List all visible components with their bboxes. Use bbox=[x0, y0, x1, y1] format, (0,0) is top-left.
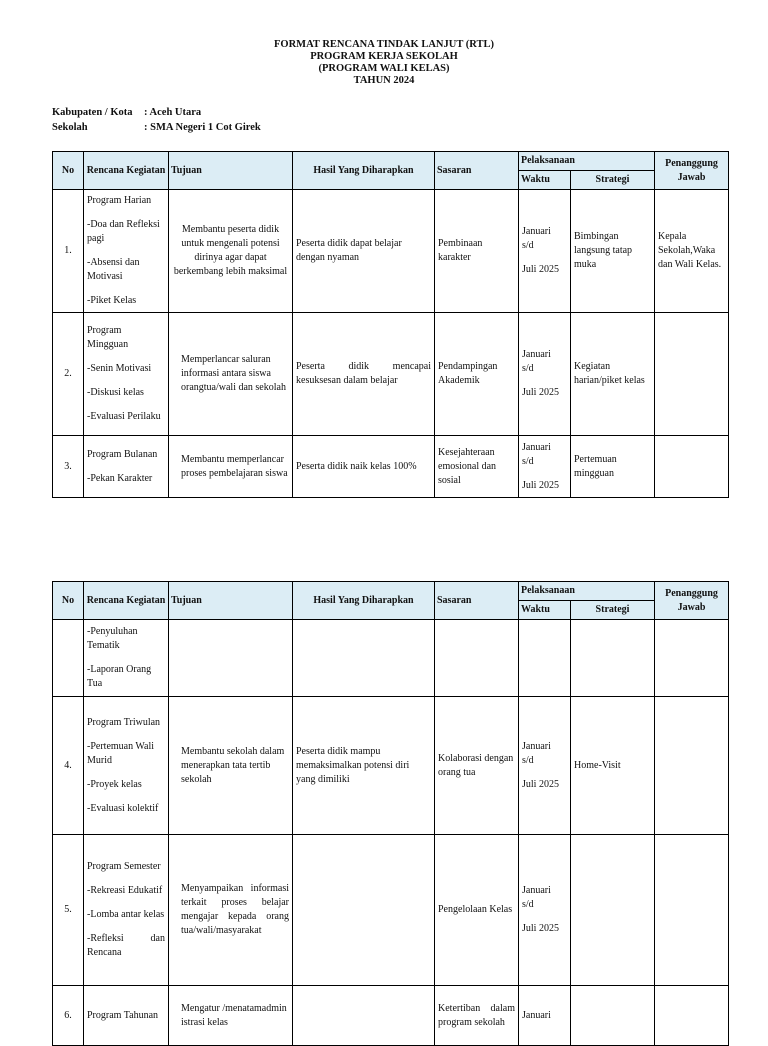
rtl-table-1 bbox=[52, 151, 729, 498]
document-title bbox=[0, 39, 768, 87]
table-row bbox=[53, 620, 729, 697]
cell-sasaran bbox=[435, 620, 519, 697]
rencana-item: Program Bulanan bbox=[87, 448, 158, 460]
cell-waktu bbox=[519, 835, 571, 986]
cell-no: 1. bbox=[53, 190, 84, 313]
cell-waktu bbox=[519, 313, 571, 436]
header-pelaksanaan: Pelaksanaan bbox=[519, 582, 655, 601]
header-tujuan: Tujuan bbox=[169, 152, 293, 190]
header-tujuan: Tujuan bbox=[169, 582, 293, 620]
cell-no: 2. bbox=[53, 313, 84, 436]
cell-tujuan bbox=[169, 620, 293, 697]
waktu-line: Januari bbox=[522, 441, 551, 453]
header-no: No bbox=[53, 152, 84, 190]
header-penanggung: Penanggung Jawab bbox=[655, 582, 729, 620]
waktu-line: Januari bbox=[522, 349, 551, 360]
title-line: TAHUN 2024 bbox=[353, 75, 415, 86]
rencana-item: -Rekreasi Edukatif bbox=[87, 885, 163, 896]
waktu-line: s/d bbox=[522, 455, 534, 467]
cell-strategi bbox=[571, 620, 655, 697]
cell-rencana bbox=[84, 436, 169, 498]
cell-strategi: Home-Visit bbox=[571, 697, 655, 835]
header-waktu: Waktu bbox=[519, 601, 571, 620]
rencana-item: -Penyuluhan Tematik bbox=[87, 626, 138, 651]
cell-hasil: Peserta didik mencapai kesuksesan dalam belajar bbox=[293, 313, 435, 436]
rencana-item: -Piket Kelas bbox=[87, 295, 137, 306]
cell-waktu bbox=[519, 190, 571, 313]
waktu-line: Juli 2025 bbox=[522, 479, 559, 491]
cell-sasaran: Kolaborasi dengan orang tua bbox=[435, 697, 519, 835]
cell-penanggung bbox=[655, 436, 729, 498]
cell-waktu bbox=[519, 620, 571, 697]
rencana-item: Program Mingguan bbox=[87, 325, 129, 350]
cell-hasil: Peserta didik naik kelas 100% bbox=[293, 436, 435, 498]
cell-no: 5. bbox=[53, 835, 84, 986]
cell-hasil: Peserta didik dapat belajar dengan nyaman bbox=[293, 190, 435, 313]
cell-rencana bbox=[84, 620, 169, 697]
cell-sasaran: Ketertiban dalam program sekolah bbox=[435, 986, 519, 1046]
rencana-item: Program Tahunan bbox=[87, 1009, 159, 1021]
rencana-item: -Senin Motivasi bbox=[87, 363, 152, 374]
rencana-item: -Absensi dan Motivasi bbox=[87, 257, 140, 282]
cell-rencana bbox=[84, 986, 169, 1046]
table-row bbox=[53, 835, 729, 986]
cell-rencana bbox=[84, 190, 169, 313]
rencana-item: -Lomba antar kelas bbox=[87, 909, 165, 920]
table-row bbox=[53, 313, 729, 436]
cell-waktu bbox=[519, 697, 571, 835]
cell-no: 6. bbox=[53, 986, 84, 1046]
rencana-item: -Pertemuan Wali Murid bbox=[87, 740, 155, 766]
waktu-line: s/d bbox=[522, 363, 534, 374]
header-waktu: Waktu bbox=[519, 171, 571, 190]
cell-hasil bbox=[293, 620, 435, 697]
header-sasaran: Sasaran bbox=[435, 582, 519, 620]
cell-strategi bbox=[571, 835, 655, 986]
header-no: No bbox=[53, 582, 84, 620]
cell-penanggung bbox=[655, 835, 729, 986]
rencana-item: -Pekan Karakter bbox=[87, 472, 153, 484]
cell-hasil: Peserta didik mampu memaksimalkan potensi diri yang dimiliki bbox=[293, 697, 435, 835]
cell-strategi: Bimbingan langsung tatap muka bbox=[571, 190, 655, 313]
header-penanggung: Penanggung Jawab bbox=[655, 152, 729, 190]
waktu-line: s/d bbox=[522, 754, 534, 766]
title-line: (PROGRAM WALI KELAS) bbox=[318, 63, 450, 74]
cell-no: 3. bbox=[53, 436, 84, 498]
header-sasaran: Sasaran bbox=[435, 152, 519, 190]
cell-hasil bbox=[293, 986, 435, 1046]
cell-waktu bbox=[519, 436, 571, 498]
rencana-item: -Proyek kelas bbox=[87, 778, 142, 790]
cell-sasaran: Pendampingan Akademik bbox=[435, 313, 519, 436]
rencana-item: -Diskusi kelas bbox=[87, 387, 144, 398]
waktu-line: Juli 2025 bbox=[522, 778, 559, 790]
rencana-item: -Laporan Orang Tua bbox=[87, 664, 152, 689]
title-line: PROGRAM KERJA SEKOLAH bbox=[310, 51, 458, 62]
cell-rencana bbox=[84, 697, 169, 835]
cell-rencana bbox=[84, 313, 169, 436]
header-rencana: Rencana Kegiatan bbox=[84, 582, 169, 620]
cell-sasaran: Pengelolaan Kelas bbox=[435, 835, 519, 986]
cell-hasil bbox=[293, 835, 435, 986]
cell-tujuan: Membantu sekolah dalam menerapkan tata tertib sekolah bbox=[169, 697, 293, 835]
waktu-line: Januari bbox=[522, 740, 551, 752]
cell-no: 4. bbox=[53, 697, 84, 835]
header-pelaksanaan: Pelaksanaan bbox=[519, 152, 655, 171]
rencana-item: -Evaluasi Perilaku bbox=[87, 411, 161, 422]
table-row bbox=[53, 697, 729, 835]
cell-tujuan: Membantu memperlancar proses pembelajaran siswa bbox=[169, 436, 293, 498]
cell-penanggung: Kepala Sekolah,Waka dan Wali Kelas. bbox=[655, 190, 729, 313]
header-rencana: Rencana Kegiatan bbox=[84, 152, 169, 190]
header-hasil: Hasil Yang Diharapkan bbox=[293, 152, 435, 190]
waktu-line: Juli 2025 bbox=[522, 923, 559, 934]
rencana-item: Program Triwulan bbox=[87, 716, 161, 728]
cell-tujuan: Menyampaikan informasi terkait proses belajar mengajar kepada orang tua/wali/masyarakat bbox=[169, 835, 293, 986]
waktu-line: s/d bbox=[522, 899, 534, 910]
cell-penanggung bbox=[655, 986, 729, 1046]
cell-strategi: Pertemuan mingguan bbox=[571, 436, 655, 498]
table-row bbox=[53, 436, 729, 498]
kabupaten-label: Kabupaten / Kota bbox=[52, 107, 133, 118]
waktu-line: s/d bbox=[522, 240, 534, 251]
waktu-line: Januari bbox=[522, 885, 551, 896]
cell-strategi: Kegiatan harian/piket kelas bbox=[571, 313, 655, 436]
cell-waktu bbox=[519, 986, 571, 1046]
cell-tujuan: Membantu peserta didik untuk mengenali potensi dirinya agar dapat berkembang lebih maksimal bbox=[169, 190, 293, 313]
waktu-line: Juli 2025 bbox=[522, 387, 559, 398]
waktu-line: Juli 2025 bbox=[522, 264, 559, 275]
cell-sasaran: Pembinaan karakter bbox=[435, 190, 519, 313]
rencana-item: -Doa dan Refleksi pagi bbox=[87, 219, 160, 244]
waktu-line: Januari bbox=[522, 1009, 551, 1021]
rencana-item: Program Harian bbox=[87, 195, 152, 206]
cell-strategi bbox=[571, 986, 655, 1046]
title-line: FORMAT RENCANA TINDAK LANJUT (RTL) bbox=[274, 39, 494, 50]
kabupaten-value: : Aceh Utara bbox=[144, 107, 202, 118]
header-strategi: Strategi bbox=[571, 601, 655, 620]
rtl-table-2 bbox=[52, 581, 729, 1046]
sekolah-value: : SMA Negeri 1 Cot Girek bbox=[144, 122, 261, 133]
header-hasil: Hasil Yang Diharapkan bbox=[293, 582, 435, 620]
cell-penanggung bbox=[655, 620, 729, 697]
cell-sasaran: Kesejahteraan emosional dan sosial bbox=[435, 436, 519, 498]
cell-penanggung bbox=[655, 313, 729, 436]
cell-tujuan: Memperlancar saluran informasi antara siswa orangtua/wali dan sekolah bbox=[169, 313, 293, 436]
sekolah-label: Sekolah bbox=[52, 122, 88, 133]
table-row bbox=[53, 986, 729, 1046]
kabupaten-row bbox=[52, 107, 201, 118]
cell-tujuan: Mengatur /menatamadministrasi kelas bbox=[169, 986, 293, 1046]
table-row bbox=[53, 190, 729, 313]
rencana-item: -Evaluasi kolektif bbox=[87, 802, 159, 814]
sekolah-row bbox=[52, 122, 261, 133]
cell-rencana bbox=[84, 835, 169, 986]
cell-no bbox=[53, 620, 84, 697]
rencana-item: -Refleksi dan Rencana bbox=[87, 933, 165, 958]
rencana-item: Program Semester bbox=[87, 861, 161, 872]
waktu-line: Januari bbox=[522, 226, 551, 237]
header-strategi: Strategi bbox=[571, 171, 655, 190]
cell-penanggung bbox=[655, 697, 729, 835]
